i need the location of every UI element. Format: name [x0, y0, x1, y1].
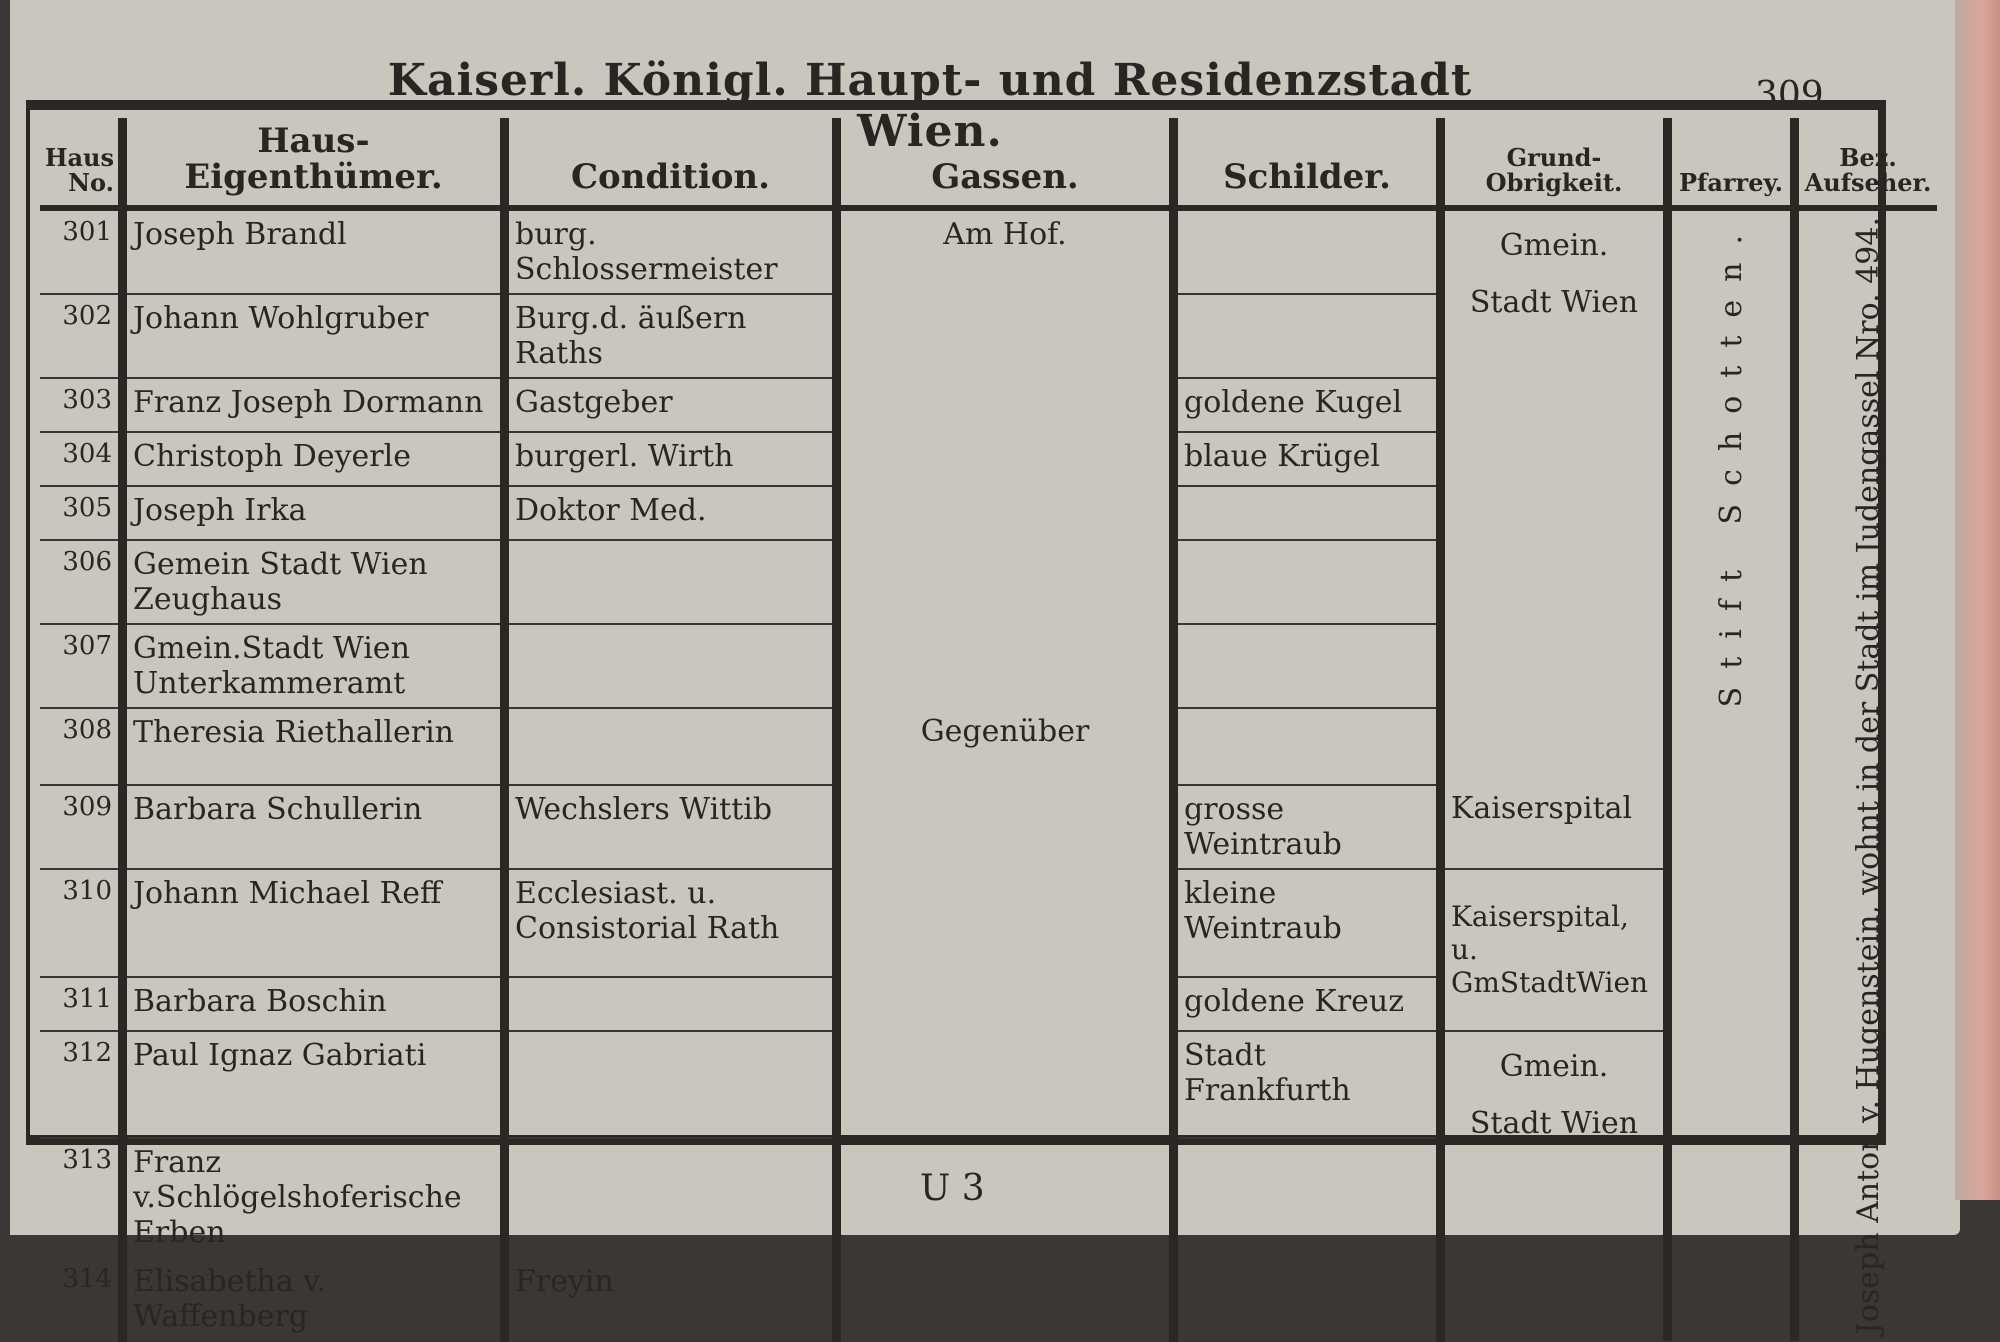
owner-name: Franz Joseph Dormann — [123, 378, 505, 432]
house-sign — [1174, 1257, 1441, 1341]
owner-condition: Freyin — [505, 1257, 837, 1341]
house-sign — [1174, 540, 1441, 624]
house-number: 311 — [40, 977, 123, 1031]
owner-condition: burgerl. Wirth — [505, 432, 837, 486]
authority-group-1 — [1441, 208, 1668, 785]
owner-name: Theresia Riethallerin — [123, 708, 505, 785]
owner-condition — [505, 977, 837, 1031]
column-header-authority: Grund-Obrigkeit. — [1441, 118, 1668, 208]
street-group-gegenueber — [837, 708, 1174, 1340]
house-number: 303 — [40, 378, 123, 432]
column-header-condition: Condition. — [505, 118, 837, 208]
owner-condition: Gastgeber — [505, 378, 837, 432]
authority-line: Gmein. — [1499, 228, 1609, 264]
owner-name: Johann Wohlgruber — [123, 294, 505, 378]
street-name: Gegenüber — [920, 714, 1090, 750]
house-number: 306 — [40, 540, 123, 624]
house-number: 302 — [40, 294, 123, 378]
authority-line: Stadt Wien — [1469, 1105, 1639, 1141]
owner-name: Christoph Deyerle — [123, 432, 505, 486]
house-sign — [1174, 1138, 1441, 1257]
house-number: 313 — [40, 1138, 123, 1257]
house-number: 308 — [40, 708, 123, 785]
house-number: 309 — [40, 785, 123, 869]
street-name: Am Hof. — [943, 217, 1067, 253]
owner-name: Johann Michael Reff — [123, 869, 505, 976]
authority-cell: Kaiserspital — [1441, 785, 1668, 869]
owner-name: Barbara Boschin — [123, 977, 505, 1031]
owner-condition: Wechslers Wittib — [505, 785, 837, 869]
house-sign: kleine Weintraub — [1174, 869, 1441, 976]
owner-condition — [505, 708, 837, 785]
house-number: 305 — [40, 486, 123, 540]
owner-condition: Doktor Med. — [505, 486, 837, 540]
owner-condition — [505, 1031, 837, 1138]
house-sign — [1174, 708, 1441, 785]
owner-name: Barbara Schullerin — [123, 785, 505, 869]
table-row — [40, 208, 1937, 294]
house-sign: goldene Kugel — [1174, 378, 1441, 432]
house-sign — [1174, 294, 1441, 378]
house-number: 301 — [40, 208, 123, 294]
authority-line: Stadt Wien — [1469, 285, 1639, 321]
house-sign: Stadt Frankfurth — [1174, 1031, 1441, 1138]
house-sign: goldene Kreuz — [1174, 977, 1441, 1031]
house-sign — [1174, 208, 1441, 294]
owner-name: Joseph Brandl — [123, 208, 505, 294]
table-header-row — [40, 118, 1937, 208]
house-sign — [1174, 624, 1441, 708]
owner-name: Gmein.Stadt Wien Unterkammeramt — [123, 624, 505, 708]
authority-cell: Kaiserspital, u. GmStadtWien — [1441, 869, 1668, 1030]
supervisor-name: Joseph Anton v. Hugenstein, wohnt in der Stadt im Judengassel Nro. 494. — [1850, 217, 1886, 1335]
owner-name: Elisabetha v. Waffenberg — [123, 1257, 505, 1341]
column-header-sign: Schilder. — [1174, 118, 1441, 208]
authority-group-3 — [1441, 1031, 1668, 1341]
parish-cell — [1668, 208, 1795, 1340]
street-group-am-hof — [837, 208, 1174, 708]
column-header-parish: Pfarrey. — [1668, 118, 1795, 208]
house-number: 304 — [40, 432, 123, 486]
owner-name: Franz v.Schlögelshoferische Erben — [123, 1138, 505, 1257]
authority-line: Gmein. — [1499, 1048, 1609, 1084]
book-spine — [1955, 0, 2000, 1200]
register-rows — [40, 208, 1937, 1340]
house-sign — [1174, 486, 1441, 540]
owner-name: Joseph Irka — [123, 486, 505, 540]
owner-condition — [505, 1138, 837, 1257]
house-sign: blaue Krügel — [1174, 432, 1441, 486]
parish-name: Stift Schotten. — [1713, 217, 1749, 708]
owner-condition: Ecclesiast. u. Consistorial Rath — [505, 869, 837, 976]
owner-condition: burg. Schlossermeister — [505, 208, 837, 294]
owner-name: Paul Ignaz Gabriati — [123, 1031, 505, 1138]
house-number: 310 — [40, 869, 123, 976]
house-sign: grosse Weintraub — [1174, 785, 1441, 869]
signature-mark: U 3 — [920, 1168, 985, 1209]
column-header-owner: Haus-Eigenthümer. — [123, 118, 505, 208]
owner-condition: Burg.d. äußern Raths — [505, 294, 837, 378]
owner-condition — [505, 624, 837, 708]
house-number: 314 — [40, 1257, 123, 1341]
column-header-street: Gassen. — [837, 118, 1174, 208]
supervisor-cell — [1795, 208, 1938, 1340]
column-header-supervisor: Bez. Aufseher. — [1795, 118, 1938, 208]
page-title: Kaiserl. Königl. Haupt- und Residenzstadt Wien. — [387, 55, 1473, 157]
house-number: 312 — [40, 1031, 123, 1138]
house-register-table — [40, 118, 1937, 1342]
column-header-haus-no: Haus No. — [40, 118, 123, 208]
page-number: 309 — [1755, 75, 1824, 116]
house-number: 307 — [40, 624, 123, 708]
owner-condition — [505, 540, 837, 624]
owner-name: Gemein Stadt Wien Zeughaus — [123, 540, 505, 624]
